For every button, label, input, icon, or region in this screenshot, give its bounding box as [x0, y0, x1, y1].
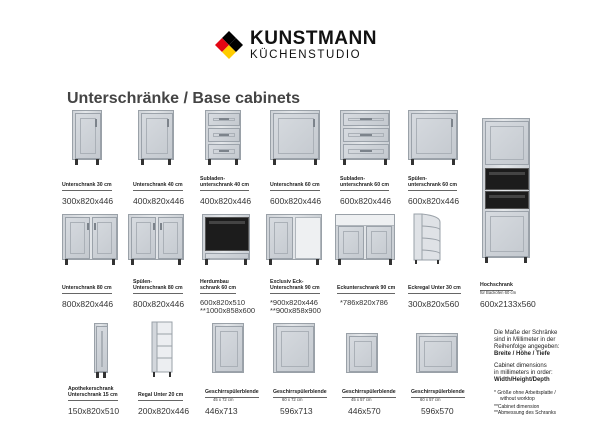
- cabinet-dimensions: 596x570: [421, 406, 454, 416]
- cabinet-label: Geschirrspülerblende: [411, 390, 465, 398]
- cabinet-label: Subladen- unterschrank 40 cm: [200, 177, 249, 191]
- cabinet-sublabel: für Backofen 60 cm: [480, 290, 517, 295]
- cabinet-label: Herdumbau schrank 60 cm: [200, 280, 236, 294]
- cabinet-dimensions: *900x820x446: [270, 298, 318, 307]
- note-line: Breite / Höhe / Tiefe: [494, 351, 550, 357]
- cabinet-image-unterschrank-30: [72, 110, 102, 160]
- cabinet-dimensions: *786x820x786: [340, 298, 388, 307]
- cabinet-dimensions: 150x820x510: [68, 406, 120, 416]
- footnote-line: * Größe ohne Arbeitsplatte /: [494, 390, 556, 396]
- cabinet-label: Hochschrank: [480, 283, 513, 291]
- cabinet-dimensions: 800x820x446: [133, 299, 185, 309]
- cabinet-image-unterschrank-80: [62, 214, 118, 260]
- cabinet-label: Geschirrspülerblende: [342, 390, 396, 398]
- cabinet-dimensions: 600x820x446: [408, 196, 460, 206]
- cabinet-label: Apothekerschrank Unterschrank 15 cm: [68, 387, 118, 401]
- cabinet-label: Unterschrank 40 cm: [133, 183, 183, 191]
- brand-name: KUNSTMANN: [250, 28, 377, 49]
- cabinet-dimensions: 300x820x560: [408, 299, 460, 309]
- panel-image-geschirrspuelerblende-60x72: [273, 323, 315, 373]
- cabinet-image-herdumbau: [202, 214, 250, 260]
- note-line: Width/Height/Depth: [494, 377, 550, 383]
- cabinet-label: Geschirrspülerblende: [273, 390, 327, 398]
- page-title: Unterschränke / Base cabinets: [67, 90, 300, 107]
- panel-image-geschirrspuelerblende-45x72: [212, 323, 244, 373]
- note-line: Die Maße der Schränke: [494, 330, 558, 336]
- footnote-line: without worktop: [500, 396, 535, 402]
- cabinet-sublabel: 45 x 57 cm: [351, 397, 372, 402]
- kunstmann-logo-icon: [214, 30, 244, 60]
- cabinet-label: Eckunterschrank 90 cm: [337, 286, 395, 294]
- cabinet-label: Regal Unter 20 cm: [138, 393, 183, 401]
- cabinet-label: Unterschrank 60 cm: [270, 183, 320, 191]
- panel-image-geschirrspuelerblende-45x57: [346, 333, 378, 373]
- cabinet-dimensions: 200x820x446: [138, 406, 190, 416]
- cabinet-sublabel: 45 x 72 cm: [213, 397, 234, 402]
- cabinet-sublabel: 60 x 72 cm: [282, 397, 303, 402]
- note-line: Reihenfolge angegeben:: [494, 344, 560, 350]
- cabinet-image-subladen-40: [205, 110, 241, 160]
- cabinet-dimensions: 800x820x446: [62, 299, 114, 309]
- cabinet-image-eckunterschrank: [335, 214, 395, 260]
- brand-subtitle: KÜCHENSTUDIO: [250, 49, 362, 61]
- cabinet-dimensions-secondary: **900x858x900: [270, 306, 321, 315]
- cabinet-dimensions: 600x820x446: [270, 196, 322, 206]
- cabinet-image-eckregal: [412, 212, 442, 264]
- cabinet-image-subladen-60: [340, 110, 390, 160]
- note-line: Cabinet dimensions: [494, 363, 547, 369]
- cabinet-image-unterschrank-40: [138, 110, 174, 160]
- cabinet-dimensions-secondary: **1000x858x600: [200, 306, 256, 315]
- cabinet-image-unterschrank-60: [270, 110, 320, 160]
- note-line: in millimeters in order:: [494, 370, 553, 376]
- cabinet-image-exclusiv-eck: [266, 214, 322, 260]
- cabinet-image-spuelen-80: [128, 214, 184, 260]
- cabinet-label: Eckregal Unter 30 cm: [408, 286, 461, 294]
- cabinet-label: Spülen- Unterschrank 80 cm: [133, 280, 183, 294]
- cabinet-dimensions: 600x820x446: [340, 196, 392, 206]
- cabinet-sublabel: 60 x 57 cm: [420, 397, 441, 402]
- cabinet-image-spuelen-60: [408, 110, 458, 160]
- cabinet-label: Unterschrank 30 cm: [62, 183, 112, 191]
- cabinet-label: Exclusiv Eck- Unterschrank 90 cm: [270, 280, 320, 294]
- cabinet-label: Unterschrank 80 cm: [62, 286, 112, 294]
- cabinet-label: Geschirrspülerblende: [205, 390, 259, 398]
- cabinet-dimensions: 400x820x446: [200, 196, 252, 206]
- panel-image-geschirrspuelerblende-60x57: [416, 333, 458, 373]
- cabinet-image-apothekerschrank: [94, 323, 108, 373]
- cabinet-dimensions: 446x570: [348, 406, 381, 416]
- cabinet-label: Spülen- unterschrank 60 cm: [408, 177, 457, 191]
- cabinet-dimensions: 300x820x446: [62, 196, 114, 206]
- footnote-line: **Cabinet dimension: [494, 404, 540, 410]
- cabinet-label: Subladen- unterschrank 60 cm: [340, 177, 389, 191]
- cabinet-dimensions: 600x2133x560: [480, 299, 536, 309]
- cabinet-image-regal: [150, 320, 176, 378]
- cabinet-dimensions: 596x713: [280, 406, 313, 416]
- cabinet-dimensions: 600x820x510: [200, 298, 246, 307]
- footnote-line: **Abmessung des Schranks: [494, 410, 556, 416]
- note-line: sind in Millimeter in der: [494, 337, 556, 343]
- cabinet-dimensions: 400x820x446: [133, 196, 185, 206]
- cabinet-image-hochschrank: [482, 118, 530, 258]
- cabinet-dimensions: 446x713: [205, 406, 238, 416]
